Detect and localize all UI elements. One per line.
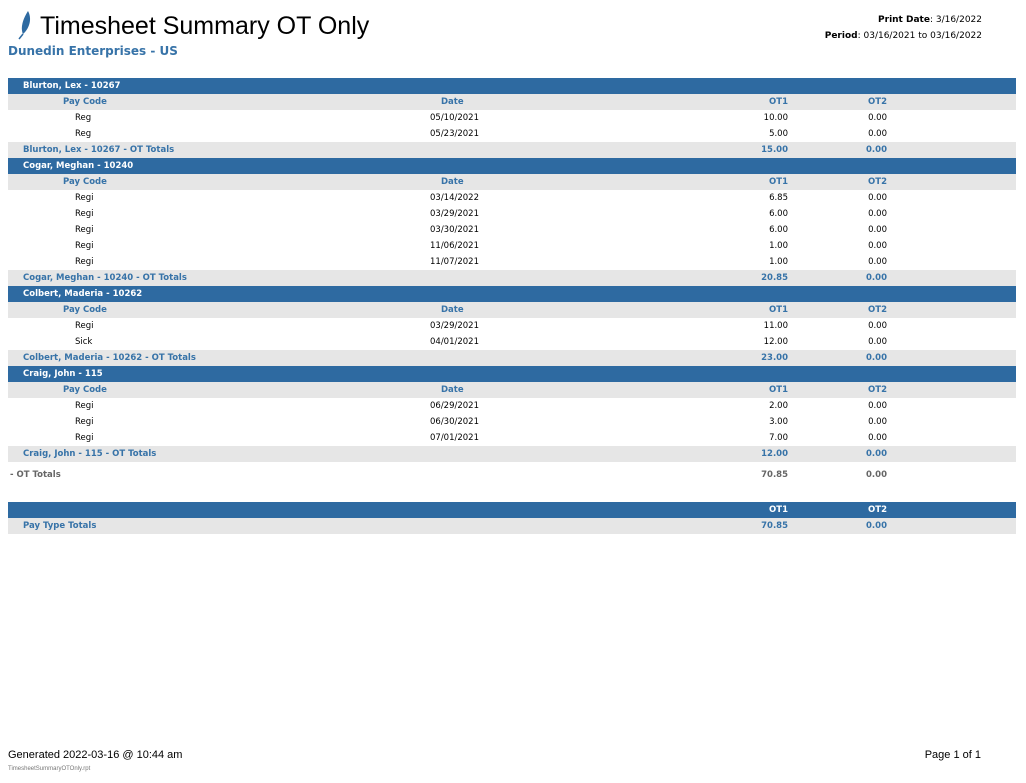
grand-totals-label: - OT Totals bbox=[10, 470, 61, 480]
pay-type-ot1-header: OT1 bbox=[769, 505, 788, 515]
date-cell: 03/14/2022 bbox=[430, 193, 479, 203]
ot1-cell: 7.00 bbox=[769, 433, 788, 443]
ot2-cell: 0.00 bbox=[868, 337, 887, 347]
pay-code-cell: Regi bbox=[75, 241, 94, 251]
ot2-cell: 0.00 bbox=[868, 417, 887, 427]
table-row bbox=[8, 126, 1016, 142]
employee-totals-label: Craig, John - 115 - OT Totals bbox=[23, 449, 157, 459]
ot2-total: 0.00 bbox=[866, 145, 887, 155]
pay-code-header: Pay Code bbox=[63, 385, 107, 395]
ot2-cell: 0.00 bbox=[868, 257, 887, 267]
date-cell: 05/23/2021 bbox=[430, 129, 479, 139]
employee-totals-label: Blurton, Lex - 10267 - OT Totals bbox=[23, 145, 175, 155]
employee-header bbox=[8, 366, 1016, 382]
ot1-total: 12.00 bbox=[761, 449, 788, 459]
ot1-cell: 12.00 bbox=[763, 337, 788, 347]
report-title: Timesheet Summary OT Only bbox=[40, 12, 370, 40]
ot1-total: 15.00 bbox=[761, 145, 788, 155]
report-filename: TimesheetSummaryOTOnly.rpt bbox=[8, 766, 91, 772]
pay-code-cell: Regi bbox=[75, 257, 94, 267]
date-cell: 11/07/2021 bbox=[430, 257, 479, 267]
date-header: Date bbox=[441, 305, 464, 315]
ot2-header: OT2 bbox=[868, 177, 887, 187]
ot1-cell: 6.00 bbox=[769, 209, 788, 219]
pay-code-cell: Regi bbox=[75, 417, 94, 427]
ot1-header: OT1 bbox=[769, 97, 788, 107]
ot1-total: 20.85 bbox=[761, 273, 788, 283]
pay-code-cell: Regi bbox=[75, 321, 94, 331]
ot1-cell: 1.00 bbox=[769, 257, 788, 267]
employee-name: Craig, John - 115 bbox=[23, 369, 103, 379]
period-label: Period bbox=[824, 31, 858, 41]
page-number: Page 1 of 1 bbox=[924, 749, 981, 761]
employee-totals-row bbox=[8, 446, 1016, 462]
grand-ot1-total: 70.85 bbox=[761, 470, 788, 480]
pay-code-header: Pay Code bbox=[63, 305, 107, 315]
ot1-header: OT1 bbox=[769, 177, 788, 187]
pay-code-header: Pay Code bbox=[63, 177, 107, 187]
pay-code-cell: Regi bbox=[75, 209, 94, 219]
ot2-header: OT2 bbox=[868, 305, 887, 315]
company-name: Dunedin Enterprises - US bbox=[8, 44, 178, 58]
table-row bbox=[8, 110, 1016, 126]
ot2-cell: 0.00 bbox=[868, 241, 887, 251]
print-date-label: Print Date bbox=[878, 15, 930, 25]
pay-type-ot2-total: 0.00 bbox=[866, 521, 887, 531]
pay-code-cell: Regi bbox=[75, 193, 94, 203]
ot1-cell: 6.85 bbox=[769, 193, 788, 203]
date-cell: 05/10/2021 bbox=[430, 113, 479, 123]
employee-totals-label: Colbert, Maderia - 10262 - OT Totals bbox=[23, 353, 196, 363]
date-cell: 03/29/2021 bbox=[430, 321, 479, 331]
ot2-total: 0.00 bbox=[866, 273, 887, 283]
ot2-total: 0.00 bbox=[866, 449, 887, 459]
employee-name: Colbert, Maderia - 10262 bbox=[23, 289, 143, 299]
column-header-row bbox=[8, 94, 1016, 110]
table-row bbox=[8, 398, 1016, 414]
date-header: Date bbox=[441, 97, 464, 107]
period-line bbox=[825, 28, 982, 44]
table-row bbox=[8, 318, 1016, 334]
employee-header bbox=[8, 286, 1016, 302]
pay-code-cell: Sick bbox=[75, 337, 93, 347]
employee-totals-row bbox=[8, 350, 1016, 366]
ot2-header: OT2 bbox=[868, 97, 887, 107]
grand-totals-row bbox=[8, 462, 1016, 488]
ot1-total: 23.00 bbox=[761, 353, 788, 363]
ot1-cell: 10.00 bbox=[763, 113, 788, 123]
ot2-cell: 0.00 bbox=[868, 433, 887, 443]
period-value: : 03/16/2021 to 03/16/2022 bbox=[857, 31, 982, 41]
pay-type-ot2-header: OT2 bbox=[868, 505, 887, 515]
ot1-cell: 1.00 bbox=[769, 241, 788, 251]
ot2-cell: 0.00 bbox=[868, 209, 887, 219]
pay-code-header: Pay Code bbox=[63, 97, 107, 107]
date-header: Date bbox=[441, 177, 464, 187]
print-date-value: : 3/16/2022 bbox=[929, 15, 982, 25]
employee-name: Cogar, Meghan - 10240 bbox=[23, 161, 134, 171]
section-spacer bbox=[8, 488, 1016, 502]
ot1-cell: 3.00 bbox=[769, 417, 788, 427]
ot2-cell: 0.00 bbox=[868, 225, 887, 235]
ot1-header: OT1 bbox=[769, 305, 788, 315]
pay-type-totals-row bbox=[8, 518, 1016, 534]
ot2-cell: 0.00 bbox=[868, 113, 887, 123]
pay-code-cell: Reg bbox=[75, 113, 92, 123]
column-header-row bbox=[8, 174, 1016, 190]
table-row bbox=[8, 222, 1016, 238]
date-cell: 03/29/2021 bbox=[430, 209, 479, 219]
ot2-header: OT2 bbox=[868, 385, 887, 395]
employee-totals-label: Cogar, Meghan - 10240 - OT Totals bbox=[23, 273, 187, 283]
table-row bbox=[8, 190, 1016, 206]
ot1-cell: 11.00 bbox=[763, 321, 788, 331]
date-cell: 06/30/2021 bbox=[430, 417, 479, 427]
table-row bbox=[8, 334, 1016, 350]
table-row bbox=[8, 238, 1016, 254]
date-cell: 03/30/2021 bbox=[430, 225, 479, 235]
table-row bbox=[8, 254, 1016, 270]
employee-header bbox=[8, 78, 1016, 94]
print-info bbox=[825, 12, 982, 44]
employee-name: Blurton, Lex - 10267 bbox=[23, 81, 121, 91]
generated-timestamp: Generated 2022-03-16 @ 10:44 am bbox=[8, 749, 183, 761]
ot2-total: 0.00 bbox=[866, 353, 887, 363]
ot1-cell: 6.00 bbox=[769, 225, 788, 235]
employee-header bbox=[8, 158, 1016, 174]
print-date-line bbox=[825, 12, 982, 28]
ot1-cell: 2.00 bbox=[769, 401, 788, 411]
column-header-row bbox=[8, 302, 1016, 318]
feather-icon bbox=[14, 10, 34, 40]
date-cell: 07/01/2021 bbox=[430, 433, 479, 443]
report-body bbox=[8, 78, 1016, 534]
column-header-row bbox=[8, 382, 1016, 398]
date-cell: 11/06/2021 bbox=[430, 241, 479, 251]
date-header: Date bbox=[441, 385, 464, 395]
table-row bbox=[8, 414, 1016, 430]
ot2-cell: 0.00 bbox=[868, 401, 887, 411]
date-cell: 06/29/2021 bbox=[430, 401, 479, 411]
ot2-cell: 0.00 bbox=[868, 193, 887, 203]
date-cell: 04/01/2021 bbox=[430, 337, 479, 347]
ot1-cell: 5.00 bbox=[769, 129, 788, 139]
ot2-cell: 0.00 bbox=[868, 321, 887, 331]
pay-code-cell: Regi bbox=[75, 225, 94, 235]
pay-code-cell: Reg bbox=[75, 129, 92, 139]
pay-type-header-row bbox=[8, 502, 1016, 518]
table-row bbox=[8, 430, 1016, 446]
pay-code-cell: Regi bbox=[75, 401, 94, 411]
pay-type-ot1-total: 70.85 bbox=[761, 521, 788, 531]
pay-code-cell: Regi bbox=[75, 433, 94, 443]
employee-totals-row bbox=[8, 142, 1016, 158]
employee-totals-row bbox=[8, 270, 1016, 286]
ot1-header: OT1 bbox=[769, 385, 788, 395]
pay-type-totals-label: Pay Type Totals bbox=[23, 521, 97, 531]
grand-ot2-total: 0.00 bbox=[866, 470, 887, 480]
ot2-cell: 0.00 bbox=[868, 129, 887, 139]
table-row bbox=[8, 206, 1016, 222]
